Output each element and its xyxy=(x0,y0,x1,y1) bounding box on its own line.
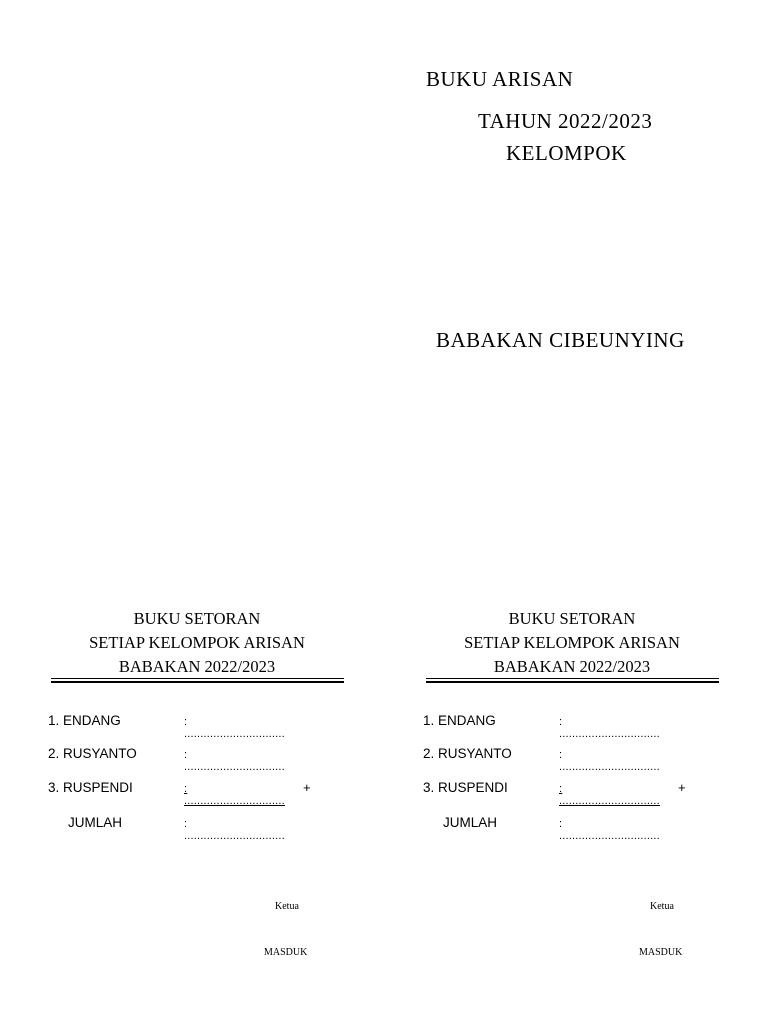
header-divider-thin xyxy=(51,678,344,679)
cover-title-tahun: TAHUN 2022/2023 xyxy=(478,109,653,133)
row-number: 3. xyxy=(423,780,435,795)
cover-place-name: BABAKAN CIBEUNYING xyxy=(436,328,685,352)
member-name: RUSPENDI xyxy=(63,780,133,795)
row-number: 2. xyxy=(48,746,60,761)
row-number: 1. xyxy=(423,713,435,728)
amount-field: : ............................... xyxy=(184,716,285,740)
panel-header-subtitle: SETIAP KELOMPOK ARISAN xyxy=(89,633,305,652)
panel-header-period: BABAKAN 2022/2023 xyxy=(493,657,651,676)
amount-field: : ............................... xyxy=(184,783,285,807)
panel-header-title: BUKU SETORAN xyxy=(133,609,261,628)
total-amount-field: : ............................... xyxy=(184,818,285,842)
row-number: 1. xyxy=(48,713,60,728)
header-divider-thin xyxy=(426,678,719,679)
signature-name: MASDUK xyxy=(639,947,683,958)
setoran-panel-right xyxy=(423,609,723,969)
amount-field: : ............................... xyxy=(559,716,660,740)
header-divider-thick xyxy=(426,681,719,683)
setoran-panel-left xyxy=(48,609,348,969)
row-number: 3. xyxy=(48,780,60,795)
panel-header-subtitle: SETIAP KELOMPOK ARISAN xyxy=(464,633,680,652)
total-label: JUMLAH xyxy=(443,815,498,830)
panel-header-title: BUKU SETORAN xyxy=(508,609,636,628)
sum-plus-sign: + xyxy=(303,780,311,795)
signature-role: Ketua xyxy=(275,901,299,912)
row-number: 2. xyxy=(423,746,435,761)
member-name: RUSYANTO xyxy=(438,746,512,761)
member-name: RUSYANTO xyxy=(63,746,137,761)
member-name: ENDANG xyxy=(63,713,121,728)
amount-field: : ............................... xyxy=(559,783,660,807)
member-name: RUSPENDI xyxy=(438,780,508,795)
sum-plus-sign: + xyxy=(678,780,686,795)
cover-title-kelompok: KELOMPOK xyxy=(506,141,627,165)
member-name: ENDANG xyxy=(438,713,496,728)
amount-field: : ............................... xyxy=(184,749,285,773)
total-amount-field: : ............................... xyxy=(559,818,660,842)
total-label: JUMLAH xyxy=(68,815,123,830)
amount-field: : ............................... xyxy=(559,749,660,773)
cover-title-buku-arisan: BUKU ARISAN xyxy=(426,67,574,91)
panel-header-period: BABAKAN 2022/2023 xyxy=(118,657,276,676)
signature-name: MASDUK xyxy=(264,947,308,958)
signature-role: Ketua xyxy=(650,901,674,912)
header-divider-thick xyxy=(51,681,344,683)
